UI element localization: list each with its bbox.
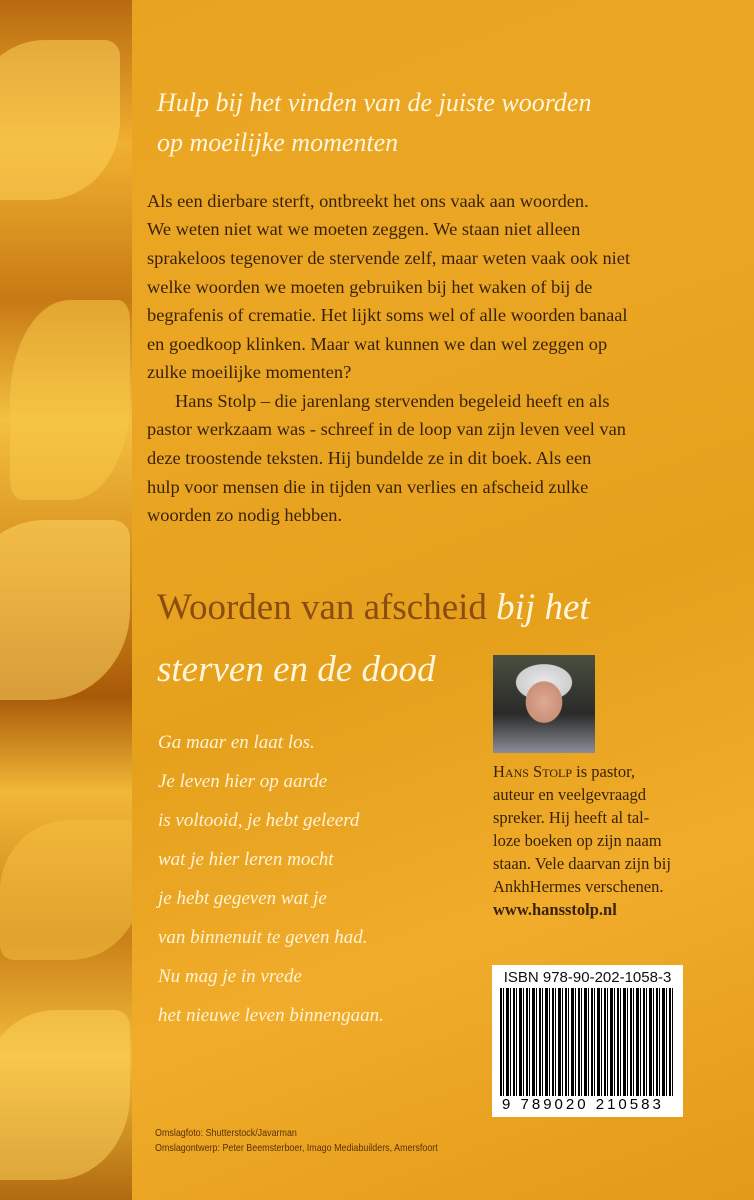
blurb-line: We weten niet wat we moeten zeggen. We staan niet alleen [147,219,581,239]
bio-line: AnkhHermes verschenen. [493,877,664,896]
blurb-line: pastor werkzaam was - schreef in de loop van zijn leven veel van [147,419,626,439]
blurb-line: welke woorden we moeten gebruiken bij het waken of bij de [147,277,593,297]
blurb-line: Hans Stolp – die jarenlang stervenden begeleid heeft en als [175,391,610,411]
bio-line: staan. Vele daarvan zijn bij [493,854,671,873]
barcode-bars [500,988,675,1096]
book-title-part: Woorden van afscheid [157,587,487,628]
bio-line: spreker. Hij heeft al tal- [493,808,650,827]
autumn-leaves-image [0,0,132,1200]
poem-line: is voltooid, je hebt geleerd [158,810,360,831]
poem-line: je hebt gegeven wat je [158,888,327,909]
author-website: www.hansstolp.nl [493,900,617,919]
blurb-line: begrafenis of crematie. Het lijkt soms wel of alle woorden banaal [147,305,628,325]
poem-line: Je leven hier op aarde [158,771,328,792]
bio-line: loze boeken op zijn naam [493,831,662,850]
author-name: Hans Stolp [493,762,573,781]
blurb-line: Als een dierbare sterft, ontbreekt het ons vaak aan woorden. [147,191,589,211]
author-photo [493,655,595,753]
subtitle-line: Hulp bij het vinden van de juiste woorden [157,88,592,117]
bio-line [493,762,635,782]
blurb-line: zulke moeilijke momenten? [147,362,352,382]
book-title-part: bij het [486,587,590,628]
book-title [157,586,590,629]
isbn-text: ISBN 978-90-202-1058-3 [503,969,672,986]
poem-line: wat je hier leren mocht [158,849,334,870]
poem-line: het nieuwe leven binnengaan. [158,1005,384,1026]
blurb-line: en goedkoop klinken. Maar wat kunnen we dan wel zeggen op [147,334,608,354]
credit-design: Omslagontwerp: Peter Beemsterboer, Imago Mediabuilders, Amersfoort [155,1142,438,1154]
bio-text: is pastor, [572,762,636,781]
bio-line: auteur en veelgevraagd [493,785,646,804]
poem-line: van binnenuit te geven had. [158,927,368,948]
subtitle-line: op moeilijke momenten [157,128,399,157]
isbn-barcode [492,965,683,1117]
poem-line: Ga maar en laat los. [158,732,315,753]
blurb-line: woorden zo nodig hebben. [147,505,343,525]
blurb-line: hulp voor mensen die in tijden van verlies en afscheid zulke [147,477,589,497]
blurb-line: deze troostende teksten. Hij bundelde ze in dit boek. Als een [147,448,592,468]
ean-number: 9 789020 210583 [502,1096,664,1113]
poem-line: Nu mag je in vrede [158,966,302,987]
blurb-line: sprakeloos tegenover de stervende zelf, maar weten vaak ook niet [147,248,631,268]
book-title-line2: sterven en de dood [157,649,436,690]
credit-photo: Omslagfoto: Shutterstock/Javarman [155,1127,297,1139]
